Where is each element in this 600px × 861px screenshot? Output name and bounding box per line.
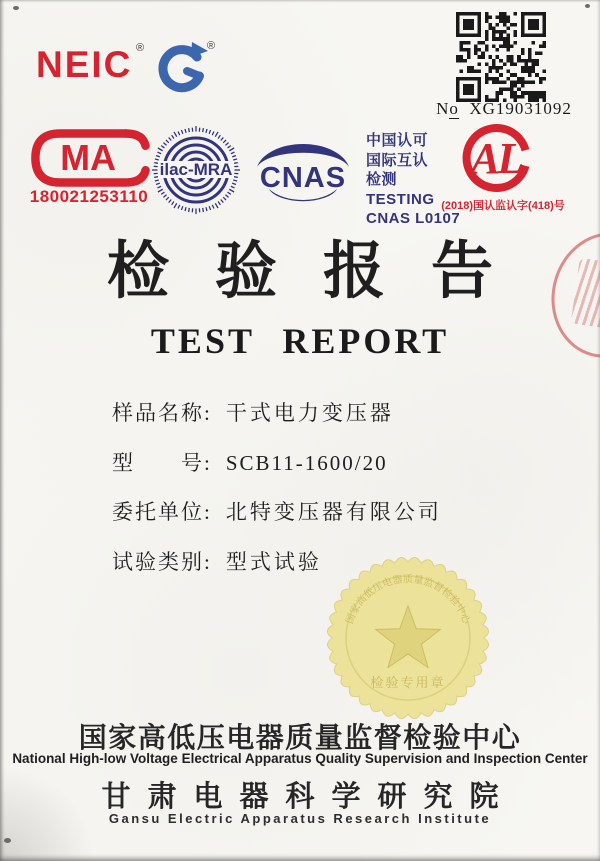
neic-logo: NEIC <box>36 44 133 85</box>
center-name-en: National High-low Voltage Electrical Apparatus Quality Supervision and Inspection Center <box>12 751 588 766</box>
report-title-en: TEST REPORT <box>150 321 450 361</box>
field-value: 型式试验 <box>225 550 322 574</box>
title-row-en <box>0 320 600 362</box>
field-client <box>112 496 442 526</box>
report-title-cn: 检验报告 <box>106 237 539 306</box>
field-label: 样品名称: <box>112 401 212 425</box>
accreditation-line: TESTING <box>366 190 435 208</box>
qr-code <box>456 12 546 102</box>
report-serial-number <box>424 99 584 119</box>
cal-letters: AL <box>470 134 522 183</box>
field-label: 型 号: <box>112 451 212 475</box>
seal-bottom-text: 检验专用章 <box>370 675 446 690</box>
serial-value: XG19031092 <box>469 99 572 118</box>
serial-prefix: N <box>436 99 450 118</box>
footer-row <box>0 774 600 815</box>
scan-speck <box>13 6 19 10</box>
field-test-category <box>112 546 322 576</box>
field-label: 委托单位: <box>112 500 212 524</box>
field-value: 干式电力变压器 <box>225 401 394 425</box>
gold-embossed-seal <box>318 548 498 728</box>
accreditation-line: 国际互认 <box>366 151 429 169</box>
cnas-accreditation-text <box>366 131 460 229</box>
seal-arc-text: 国家高低压电器质量监督检验中心 <box>344 574 472 626</box>
cal-approval-number: (2018)国认监认字(418)号 <box>441 200 565 212</box>
footer-row <box>0 716 600 756</box>
field-value: SCB11-1600/20 <box>225 451 388 475</box>
ilac-mra-logo <box>150 124 242 216</box>
footer-row <box>0 751 600 766</box>
field-label: 试验类别: <box>112 550 212 574</box>
field-model <box>112 447 388 477</box>
serial-prefix-o: o <box>449 99 459 118</box>
center-name-cn: 国家高低压电器质量监督检验中心 <box>78 722 522 753</box>
scan-speck <box>585 4 590 8</box>
accreditation-line: 中国认可 <box>366 132 429 149</box>
registered-trademark-icon: ® <box>207 40 216 52</box>
title-row <box>0 236 600 307</box>
institute-name-en: Gansu Electric Apparatus Research Institute <box>108 811 492 826</box>
field-sample-name <box>112 397 394 427</box>
registered-trademark-icon: ® <box>136 42 145 54</box>
cnas-logo <box>250 130 356 220</box>
blue-g-arrow-logo-icon <box>150 40 210 100</box>
cma-letters: MA <box>60 138 116 179</box>
institute-name-cn: 甘肃电器科学研究院 <box>101 781 516 813</box>
ilac-mra-label: ilac-MRA <box>159 160 233 179</box>
field-value: 北特变压器有限公司 <box>225 500 442 524</box>
accreditation-line: 检测 <box>366 171 398 188</box>
accreditation-line: CNAS L0107 <box>366 210 461 227</box>
cnas-letters: CNAS <box>259 162 347 194</box>
cma-certificate-number: 180021253110 <box>29 187 149 206</box>
cma-certification-logo <box>26 126 154 190</box>
scan-speck <box>4 838 11 843</box>
footer-row <box>0 811 600 826</box>
cal-certification-logo <box>452 120 550 200</box>
